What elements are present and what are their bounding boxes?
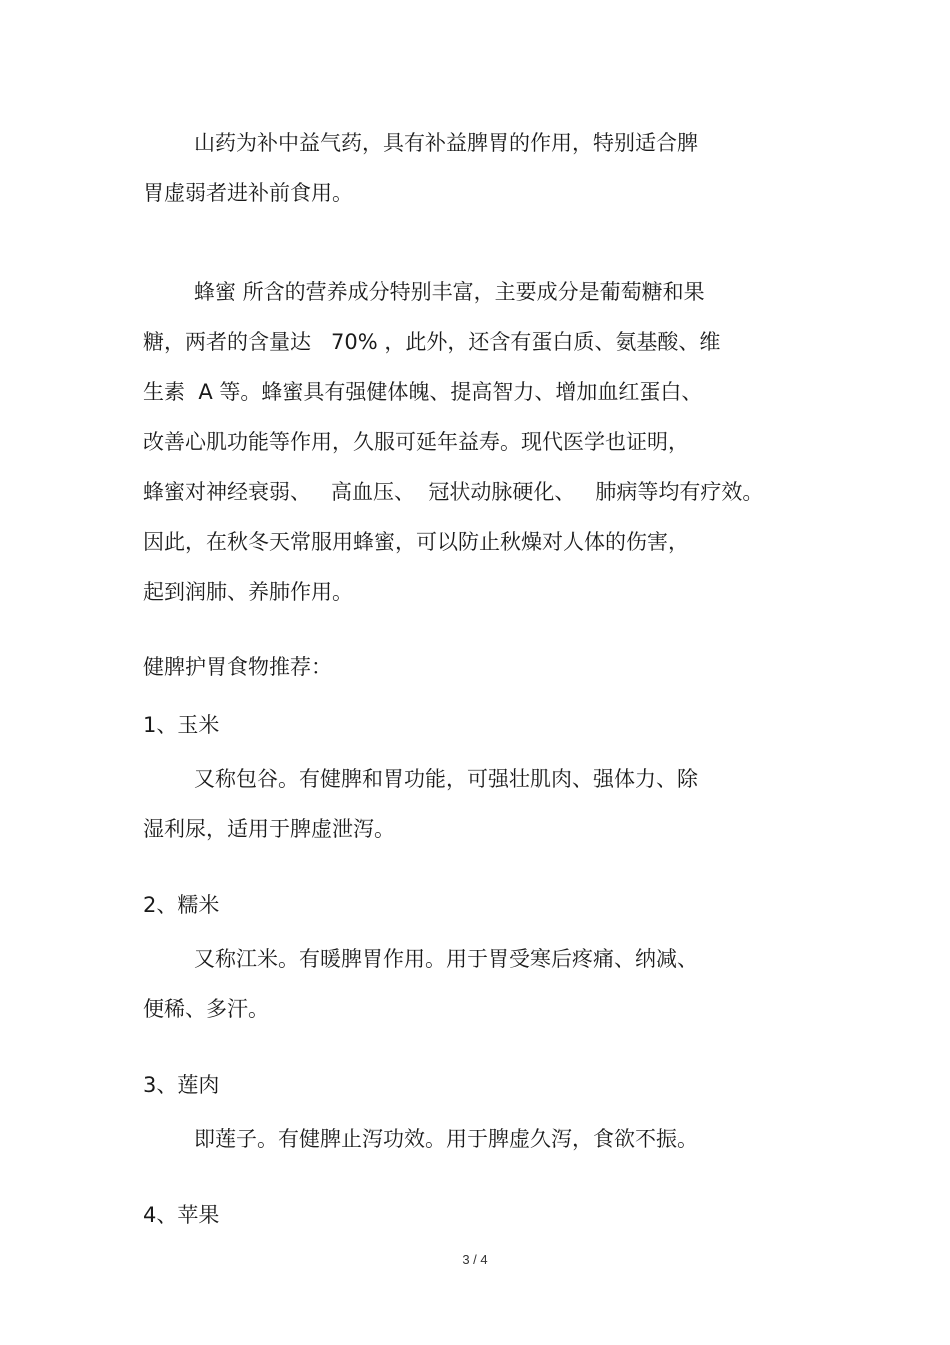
food-desc-corn-line-1: 又称包谷。有健脾和胃功能，可强壮肌肉、强体力、除 — [194, 767, 698, 791]
honey-paragraph-line-2: 糖，两者的含量达 70% ，此外，还含有蛋白质、氨基酸、维 — [143, 330, 721, 354]
honey-paragraph-line-5: 蜂蜜对神经衰弱、 高血压、 冠状动脉硬化、 肺病等均有疗效。 — [143, 480, 764, 504]
honey-paragraph-line-7: 起到润肺、养肺作用。 — [143, 580, 353, 604]
food-title-lotus-seed: 3、莲肉 — [143, 1073, 220, 1097]
food-desc-corn-line-2: 湿利尿，适用于脾虚泄泻。 — [143, 817, 395, 841]
yam-paragraph-line-1: 山药为补中益气药，具有补益脾胃的作用，特别适合脾 — [194, 131, 698, 155]
food-desc-lotus-seed-line-1: 即莲子。有健脾止泻功效。用于脾虚久泻，食欲不振。 — [194, 1127, 698, 1151]
honey-paragraph-line-6: 因此，在秋冬天常服用蜂蜜，可以防止秋燥对人体的伤害， — [143, 530, 689, 554]
recommend-heading: 健脾护胃食物推荐： — [143, 655, 332, 679]
page-number: 3 / 4 — [462, 1252, 488, 1267]
honey-paragraph-line-4: 改善心肌功能等作用，久服可延年益寿。现代医学也证明， — [143, 430, 689, 454]
honey-paragraph-line-1: 蜂蜜 所含的营养成分特别丰富，主要成分是葡萄糖和果 — [194, 280, 705, 304]
food-title-apple: 4、苹果 — [143, 1203, 220, 1227]
yam-paragraph-line-2: 胃虚弱者进补前食用。 — [143, 181, 353, 205]
food-desc-glutinous-rice-line-2: 便稀、多汗。 — [143, 997, 269, 1021]
food-desc-glutinous-rice-line-1: 又称江米。有暖脾胃作用。用于胃受寒后疼痛、纳减、 — [194, 947, 698, 971]
food-title-corn: 1、玉米 — [143, 713, 220, 737]
food-title-glutinous-rice: 2、糯米 — [143, 893, 220, 917]
honey-paragraph-line-3: 生素 A 等。蜂蜜具有强健体魄、提高智力、增加血红蛋白、 — [143, 380, 703, 404]
